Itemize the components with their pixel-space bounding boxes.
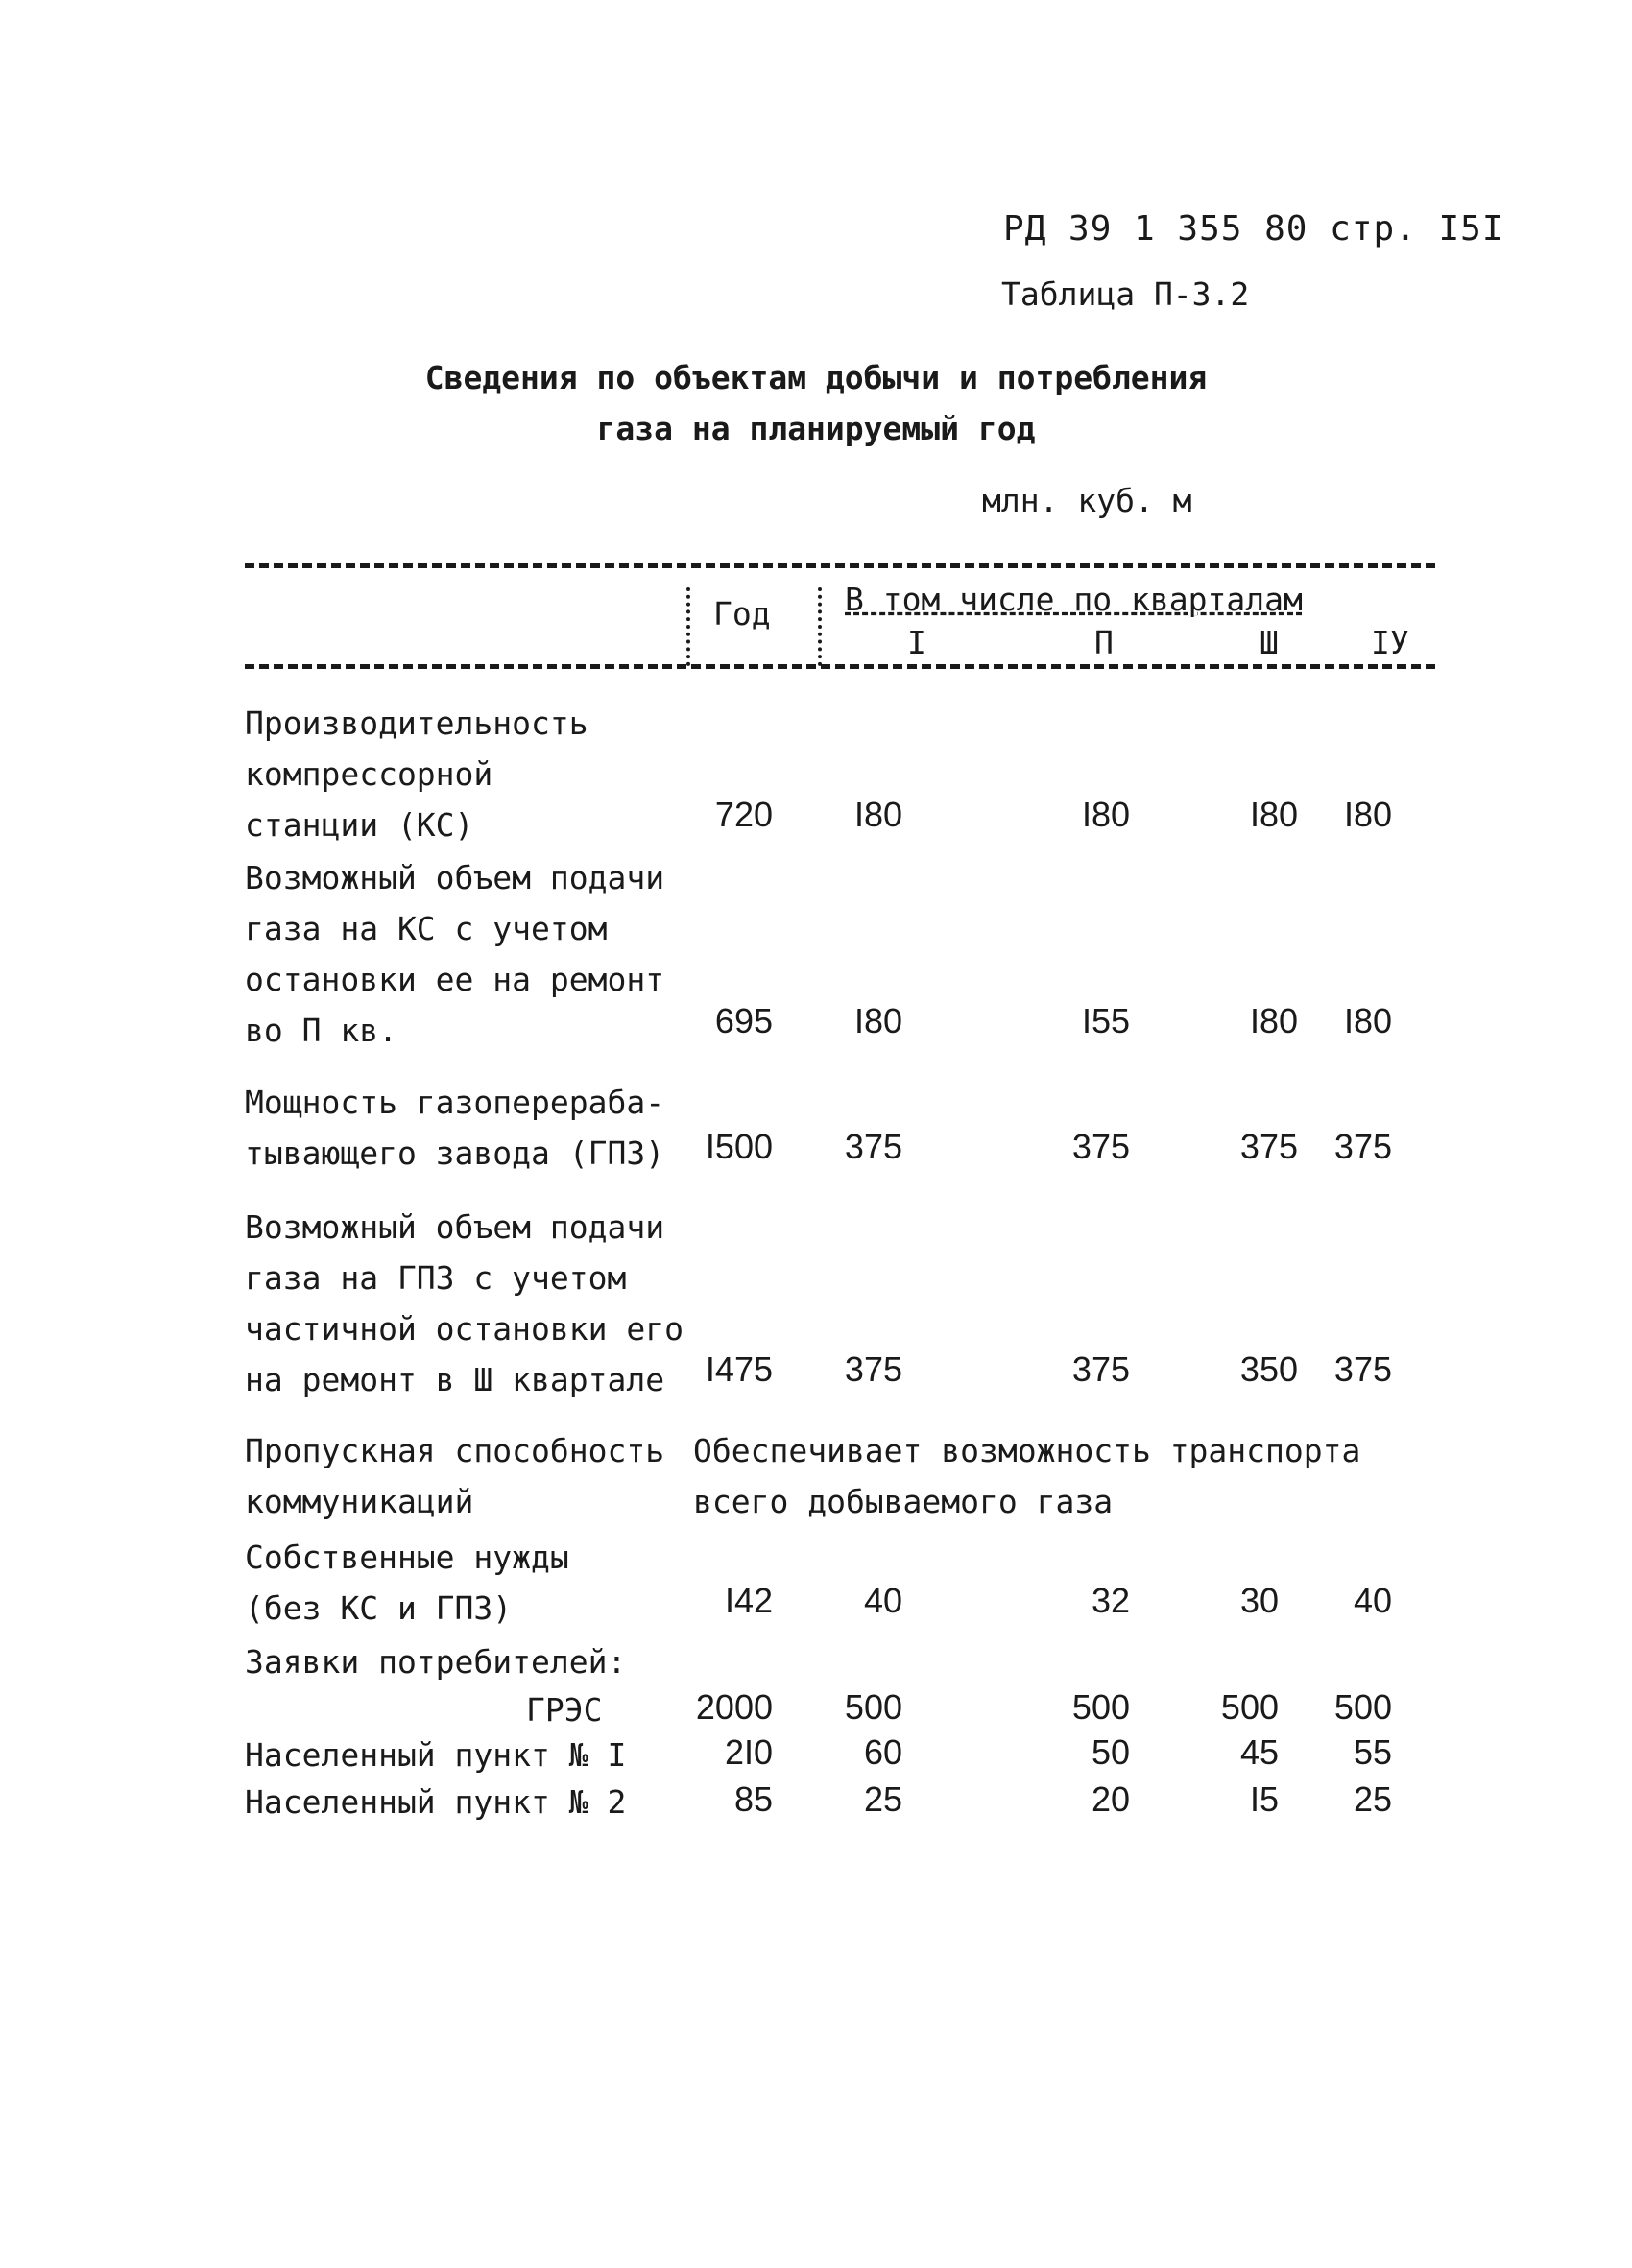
cell-ks-supply-year: 695 (714, 1001, 773, 1040)
row-label-gres (526, 1684, 602, 1735)
cell-gres-q1: 500 (844, 1687, 902, 1727)
row-label-line: тывающего завода (ГПЗ) (245, 1134, 665, 1172)
cell-ks-capacity-q2: I80 (1081, 795, 1130, 834)
cell-ks-capacity-year: 720 (714, 795, 773, 834)
cell-settlement-2-q1: 25 (863, 1779, 902, 1819)
row-label-line: (без КС и ГПЗ) (245, 1589, 513, 1627)
cell-own-needs-q2: 32 (1091, 1581, 1130, 1620)
row-label-line: Мощность газоперераба- (245, 1084, 665, 1121)
cell-gpz-supply-q3: 350 (1239, 1349, 1298, 1389)
cell-gpz-capacity-year: I500 (705, 1127, 773, 1166)
row-label-ks-capacity (245, 698, 588, 850)
row-label-line: компрессорной (245, 755, 493, 793)
cell-gpz-supply-q2: 375 (1071, 1349, 1130, 1389)
table-title-line-1: Сведения по объектам добычи и потребления (424, 359, 1208, 396)
cell-gres-q2: 500 (1071, 1687, 1130, 1727)
cell-settlement-2-q4: 25 (1353, 1779, 1392, 1819)
cell-settlement-2-q2: 20 (1091, 1779, 1130, 1819)
cell-ks-capacity-q4: I80 (1343, 795, 1392, 834)
column-header-year: Год (713, 595, 771, 633)
table-title (288, 352, 1344, 454)
cell-own-needs-q1: 40 (863, 1581, 902, 1620)
row-label-line: газа на ГПЗ с учетом (245, 1259, 627, 1297)
cell-ks-capacity-q1: I80 (853, 795, 902, 834)
cell-ks-supply-q2: I55 (1081, 1001, 1130, 1040)
row-label-line: коммуникаций (245, 1483, 474, 1520)
cell-own-needs-q3: 30 (1239, 1581, 1279, 1620)
row-label-throughput (245, 1425, 664, 1527)
row-label-gpz-capacity (245, 1077, 664, 1179)
cell-own-needs-year: I42 (724, 1581, 773, 1620)
row-label-line: ГРЭС (526, 1691, 603, 1729)
row-label-line: Заявки потребителей: (245, 1643, 627, 1681)
cell-gpz-capacity-q2: 375 (1071, 1127, 1130, 1166)
row-label-gpz-supply (245, 1202, 684, 1405)
cell-settlement-1-year: 2I0 (724, 1732, 773, 1772)
row-label-line: станции (КС) (245, 806, 474, 844)
column-header-q2: П (1094, 624, 1114, 661)
cell-gpz-supply-year: I475 (705, 1349, 773, 1389)
cell-gpz-capacity-q4: 375 (1333, 1127, 1392, 1166)
row-label-line: во П кв. (245, 1012, 397, 1049)
cell-gpz-supply-q1: 375 (844, 1349, 902, 1389)
header-separator-2 (818, 587, 822, 666)
header-bottom-rule (245, 664, 1435, 669)
row-label-line: Пропускная способность (245, 1432, 665, 1469)
cell-settlement-1-q4: 55 (1353, 1732, 1392, 1772)
row-label-line: Населенный пункт № I (245, 1736, 627, 1774)
cell-ks-capacity-q3: I80 (1249, 795, 1298, 834)
row-label-line: Возможный объем подачи (245, 859, 665, 896)
cell-ks-supply-q4: I80 (1343, 1001, 1392, 1040)
column-header-q4: IУ (1371, 624, 1409, 661)
cell-gres-q3: 500 (1220, 1687, 1279, 1727)
table-title-line-2: газа на планируемый год (596, 410, 1036, 447)
cell-ks-supply-q3: I80 (1249, 1001, 1298, 1040)
column-header-quarters: В том числе по кварталам (845, 581, 1303, 618)
page-reference: РД 39 1 355 80 стр. I5I (1003, 209, 1504, 249)
row-label-settlement-2 (245, 1777, 626, 1827)
cell-gpz-capacity-q3: 375 (1239, 1127, 1298, 1166)
throughput-note-line: всего добываемого газа (693, 1483, 1114, 1520)
cell-settlement-1-q3: 45 (1239, 1732, 1279, 1772)
row-label-settlement-1 (245, 1730, 626, 1780)
cell-settlement-2-q3: I5 (1249, 1779, 1279, 1819)
row-label-line: на ремонт в Ш квартале (245, 1361, 665, 1398)
cell-own-needs-q4: 40 (1353, 1581, 1392, 1620)
throughput-note (693, 1425, 1360, 1527)
row-label-line: газа на КС с учетом (245, 910, 608, 947)
cell-gpz-capacity-q1: 375 (844, 1127, 902, 1166)
row-label-own-needs (245, 1532, 569, 1634)
cell-ks-supply-q1: I80 (853, 1001, 902, 1040)
cell-gres-year: 2000 (695, 1687, 773, 1727)
cell-gres-q4: 500 (1333, 1687, 1392, 1727)
table-number: Таблица П-3.2 (1001, 275, 1250, 313)
throughput-note-line: Обеспечивает возможность транспорта (693, 1432, 1361, 1469)
cell-gpz-supply-q4: 375 (1333, 1349, 1392, 1389)
header-top-rule (245, 563, 1435, 568)
header-separator-1 (686, 587, 690, 666)
column-header-q3: Ш (1260, 624, 1279, 661)
column-header-q1: I (907, 624, 926, 661)
cell-settlement-2-year: 85 (733, 1779, 773, 1819)
row-label-line: Собственные нужды (245, 1539, 569, 1576)
row-label-line: Населенный пункт № 2 (245, 1783, 627, 1821)
row-label-consumer-requests (245, 1636, 626, 1687)
row-label-line: остановки ее на ремонт (245, 961, 665, 998)
row-label-line: Производительность (245, 704, 588, 742)
cell-settlement-1-q1: 60 (863, 1732, 902, 1772)
row-label-line: частичной остановки его (245, 1310, 684, 1348)
units-label: млн. куб. м (982, 482, 1192, 519)
row-label-line: Возможный объем подачи (245, 1208, 665, 1246)
cell-settlement-1-q2: 50 (1091, 1732, 1130, 1772)
row-label-ks-supply (245, 852, 664, 1056)
